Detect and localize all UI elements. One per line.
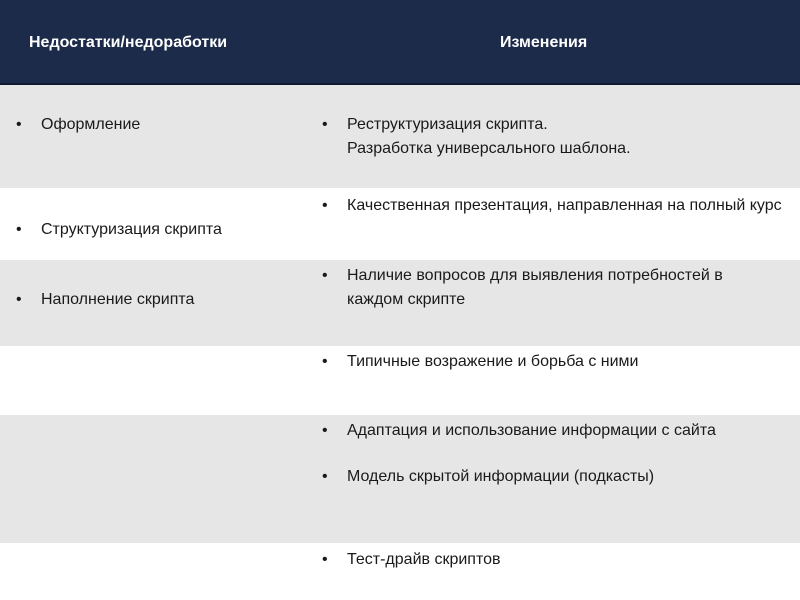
change-text: Адаптация и использование информации с сайта [347,422,716,439]
bullet-icon: • [16,221,22,238]
table-row [0,346,800,415]
row-right-cell [322,350,782,374]
bullet-icon: • [322,468,328,485]
header-changes: Изменения [500,34,588,51]
row-left-cell [16,288,301,312]
row-right-cell [322,113,782,161]
list-item [322,350,782,374]
table-row [0,85,800,188]
row-right-cell [322,194,782,218]
row-right-cell [322,548,782,572]
row-right-cell [322,264,782,312]
shortcoming-text: Структуризация скрипта [41,221,222,238]
bullet-icon: • [322,353,328,370]
bullet-icon: • [322,197,328,214]
change-text: Типичные возражение и борьба с ними [347,353,639,370]
bullet-icon: • [16,116,22,133]
bullet-icon: • [322,116,328,133]
bullet-icon: • [322,551,328,568]
table-row [0,260,800,346]
list-item [16,218,301,242]
list-item [16,113,301,137]
list-item [322,465,782,489]
bullet-icon: • [16,291,22,308]
list-item [16,288,301,312]
change-text: Реструктуризация скрипта. Разработка универсального шаблона. [347,116,631,157]
shortcoming-text: Оформление [41,116,141,133]
list-item [322,419,782,443]
shortcoming-text: Наполнение скрипта [41,291,195,308]
bullet-icon: • [322,422,328,439]
list-item [322,113,782,161]
header-shortcomings: Недостатки/недоработки [29,34,228,51]
list-item [322,194,782,218]
table-row [0,543,800,600]
change-text: Тест-драйв скриптов [347,551,501,568]
row-left-cell [16,113,301,137]
list-item [322,548,782,572]
change-text: Качественная презентация, направленная на полный курс [347,197,782,214]
table-row [0,188,800,260]
table-header [0,0,800,85]
list-item [322,264,782,312]
row-left-cell [16,218,301,242]
bullet-icon: • [322,267,328,284]
change-text: Наличие вопросов для выявления потребностей в каждом скрипте [347,267,723,308]
row-right-cell [322,419,782,489]
change-text: Модель скрытой информации (подкасты) [347,468,655,485]
table-row [0,415,800,543]
